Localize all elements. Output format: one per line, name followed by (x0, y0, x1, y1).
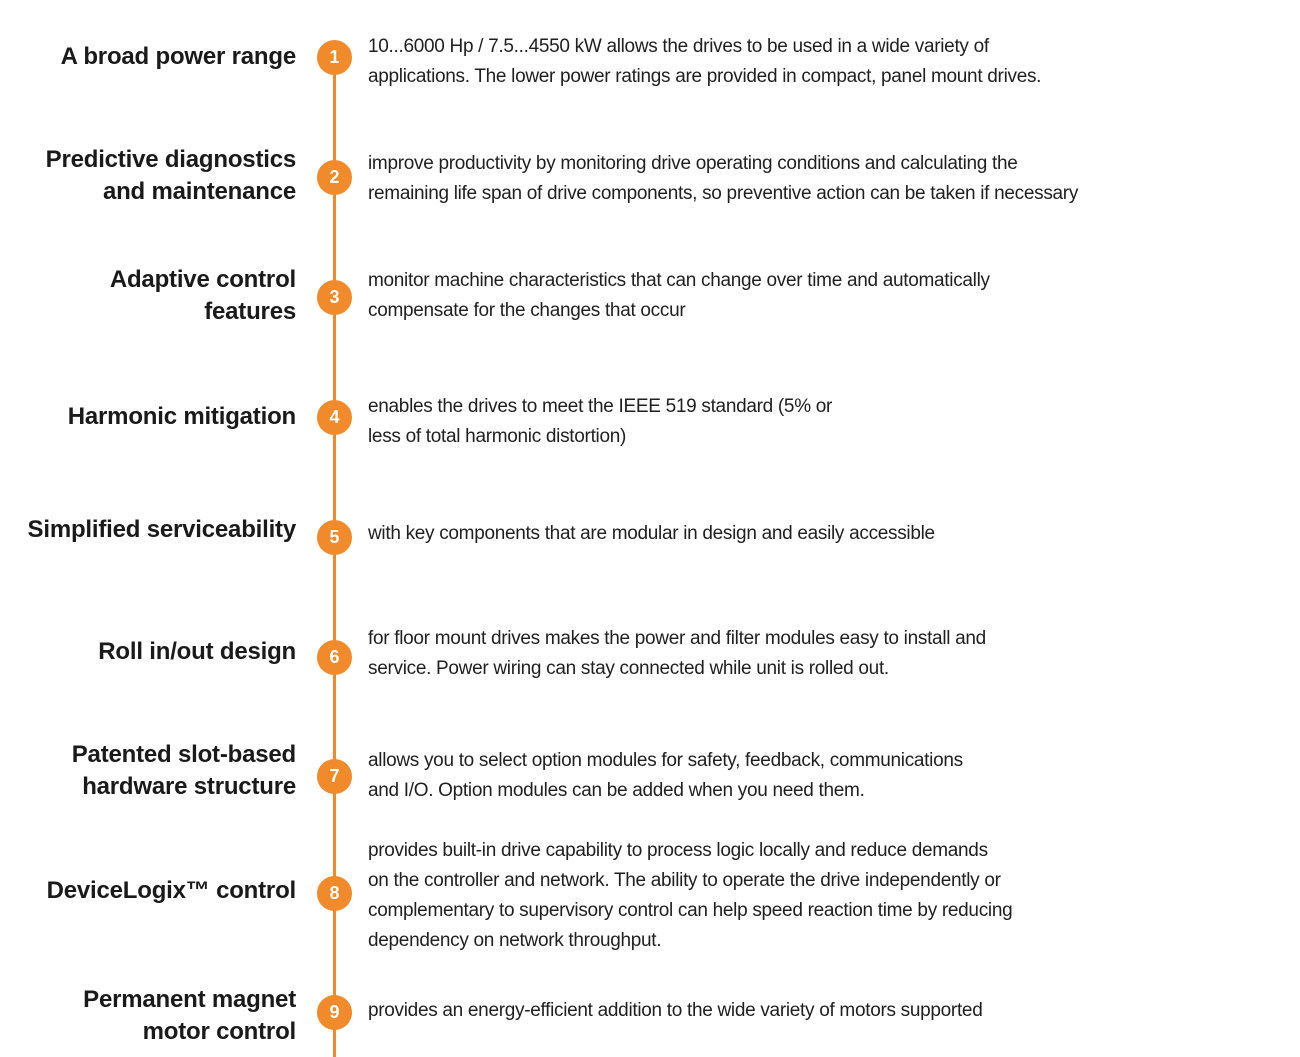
feature-description (368, 996, 1278, 1026)
feature-description-line: 10...6000 Hp / 7.5...4550 kW allows the drives to be used in a wide variety of (368, 36, 989, 57)
feature-description (368, 836, 1278, 956)
feature-description (368, 149, 1278, 209)
feature-title-line: DeviceLogix™ control (46, 877, 296, 904)
feature-description-line: for floor mount drives makes the power and filter modules easy to install and (368, 628, 986, 649)
feature-description-line: with key components that are modular in design and easily accessible (368, 523, 935, 544)
step-number-badge: 7 (317, 759, 352, 794)
feature-description (368, 392, 1278, 452)
feature-description-line: provides an energy-efficient addition to the wide variety of motors supported (368, 1000, 983, 1021)
feature-title (0, 514, 296, 546)
feature-description-line: remaining life span of drive components, so preventive action can be taken if necessary (368, 183, 1079, 204)
feature-description-line: dependency on network throughput. (368, 930, 662, 951)
feature-description (368, 266, 1278, 326)
feature-title (0, 739, 296, 803)
feature-description (368, 624, 1278, 684)
step-number-badge: 9 (317, 995, 352, 1030)
step-number-badge: 5 (317, 520, 352, 555)
feature-title (0, 41, 296, 73)
feature-title-line: Adaptive control (109, 266, 296, 293)
feature-description (368, 746, 1278, 806)
feature-title-line: Patented slot-based (71, 741, 296, 768)
feature-description-line: improve productivity by monitoring drive operating conditions and calculating the (368, 153, 1018, 174)
step-number-badge: 8 (317, 876, 352, 911)
feature-title-line: Roll in/out design (98, 638, 296, 665)
feature-description-line: complementary to supervisory control can help speed reaction time by reducing (368, 900, 1013, 921)
feature-title (0, 875, 296, 907)
feature-description-line: compensate for the changes that occur (368, 300, 686, 321)
feature-title (0, 264, 296, 328)
feature-title-line: hardware structure (82, 773, 296, 800)
feature-description-line: service. Power wiring can stay connected while unit is rolled out. (368, 658, 889, 679)
step-number-badge: 6 (317, 640, 352, 675)
feature-description-line: monitor machine characteristics that can change over time and automatically (368, 270, 990, 291)
feature-title-line: and maintenance (102, 178, 296, 205)
feature-title (0, 984, 296, 1048)
feature-title-line: features (204, 298, 296, 325)
step-number-badge: 4 (317, 400, 352, 435)
feature-description (368, 32, 1278, 92)
feature-title-line: motor control (142, 1018, 296, 1045)
step-number-badge: 2 (317, 160, 352, 195)
feature-title (0, 401, 296, 433)
feature-description-line: less of total harmonic distortion) (368, 426, 627, 447)
feature-title (0, 636, 296, 668)
feature-title-line: A broad power range (60, 43, 296, 70)
feature-description (368, 519, 1278, 549)
feature-description-line: on the controller and network. The ability to operate the drive independently or (368, 870, 1001, 891)
feature-title-line: Predictive diagnostics (45, 146, 296, 173)
feature-description-line: enables the drives to meet the IEEE 519 standard (5% or (368, 396, 833, 417)
step-number-badge: 3 (317, 280, 352, 315)
feature-title-line: Permanent magnet (83, 986, 296, 1013)
feature-description-line: and I/O. Option modules can be added when you need them. (368, 780, 865, 801)
feature-title-line: Simplified serviceability (27, 516, 296, 543)
feature-title-line: Harmonic mitigation (67, 403, 296, 430)
feature-title (0, 144, 296, 208)
step-number-badge: 1 (317, 40, 352, 75)
feature-description-line: applications. The lower power ratings are provided in compact, panel mount drives. (368, 66, 1042, 87)
feature-description-line: provides built-in drive capability to process logic locally and reduce demands (368, 840, 988, 861)
feature-description-line: allows you to select option modules for safety, feedback, communications (368, 750, 963, 771)
